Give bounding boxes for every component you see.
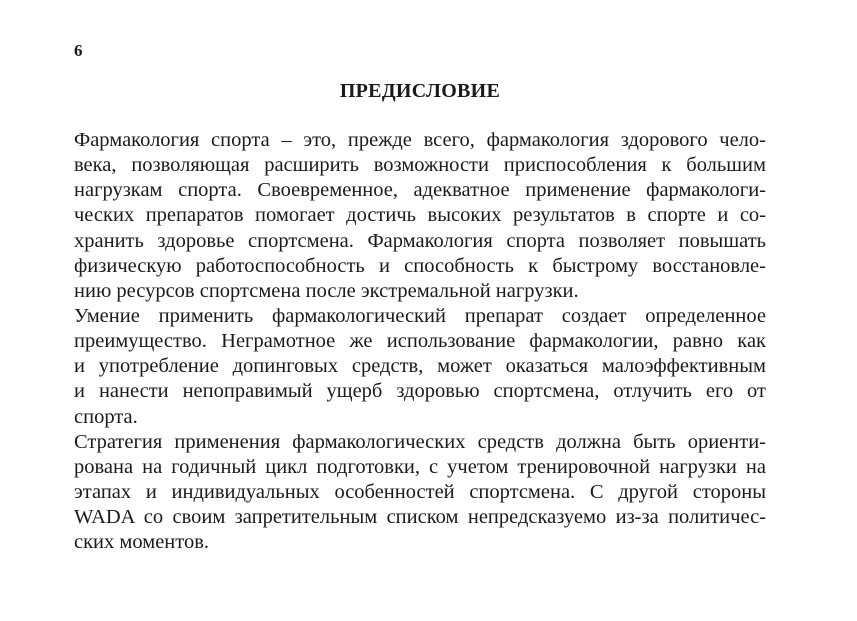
text-line: этапах и индивидуальных особенностей спортсмена. С другой стороны [74, 480, 766, 503]
text-line: нию ресурсов спортсмена после экстремальной нагрузки. [74, 279, 579, 302]
text-line: Фармакология спорта – это, прежде всего, фармакология здорового чело- [74, 129, 766, 151]
text-line: века, позволяющая расширить возможности приспособления к большим [74, 154, 766, 177]
text-line: Стратегия применения фармакологических средств должна быть ориенти- [74, 430, 766, 453]
page-number: 6 [74, 41, 83, 60]
text-line: Умение применить фармакологический препарат создает определенное [74, 304, 766, 327]
text-line: рована на годичный цикл подготовки, с учетом тренировочной нагрузки на [74, 455, 766, 478]
text-line: ческих препаратов помогает достичь высоких результатов в спорте и со- [74, 204, 766, 227]
text-line: и нанести непоправимый ущерб здоровью спортсмена, отлучить его от [74, 380, 766, 403]
text-line: спорта. [74, 405, 138, 428]
text-line: нагрузкам спорта. Своевременное, адекватное применение фармакологи- [74, 179, 766, 202]
page-heading: ПРЕДИСЛОВИЕ [339, 80, 501, 102]
body-text [74, 128, 766, 555]
text-line: физическую работоспособность и способность к быстрому восстановле- [74, 254, 766, 277]
text-line: WADA со своим запретительным списком непредсказуемо из-за политичес- [74, 506, 766, 529]
text-line: хранить здоровье спортсмена. Фармакология спорта позволяет повышать [74, 229, 766, 252]
text-line: и употребление допинговых средств, может оказаться малоэффективным [74, 355, 766, 378]
text-line: преимущество. Неграмотное же использование фармакологии, равно как [74, 330, 766, 353]
text-line: ских моментов. [74, 531, 210, 554]
